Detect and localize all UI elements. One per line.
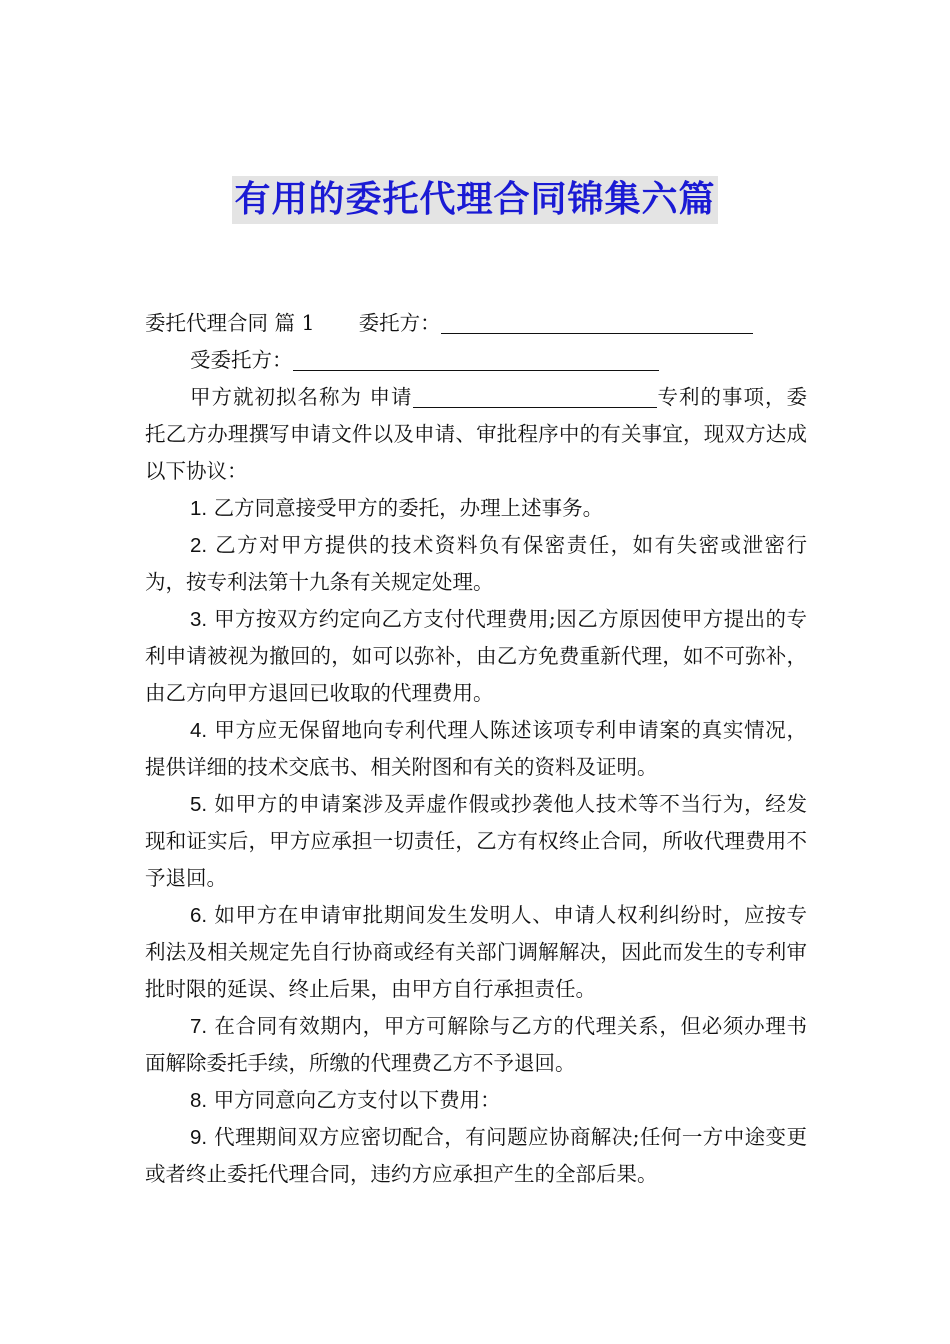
contract-heading-line <box>145 305 807 342</box>
clause-6 <box>145 897 807 1008</box>
patent-name-blank <box>413 383 657 408</box>
agent-line <box>145 342 807 379</box>
clause-number: 3. <box>190 608 208 631</box>
document-title: 有用的委托代理合同锦集六篇 <box>232 176 717 224</box>
clause-number: 8. <box>190 1089 208 1112</box>
clause-text: 甲方按双方约定向乙方支付代理费用;因乙方原因使甲方提出的专利申请被视为撤回的，如可以弥补，由乙方免费重新代理，如不可弥补，由乙方向甲方退回已收取的代理费用。 <box>145 607 807 705</box>
clause-text: 甲方同意向乙方支付以下费用： <box>213 1088 501 1112</box>
clause-8 <box>145 1082 807 1119</box>
clause-text: 如甲方在申请审批期间发生发明人、申请人权利纠纷时，应按专利法及相关规定先自行协商或经有关部门调解解决，因此而发生的专利审批时限的延误、终止后果，由甲方自行承担责任。 <box>145 903 807 1001</box>
intro-paragraph <box>145 379 807 490</box>
clause-text: 代理期间双方应密切配合，有问题应协商解决;任何一方中途变更或者终止委托代理合同，违约方应承担产生的全部后果。 <box>145 1125 807 1186</box>
clause-number: 7. <box>190 1015 208 1038</box>
clause-5 <box>145 786 807 897</box>
clause-7 <box>145 1008 807 1082</box>
intro-prefix: 甲方就初拟名称为 申请 <box>190 385 413 409</box>
clause-number: 5. <box>190 793 208 816</box>
clause-4 <box>145 712 807 786</box>
clause-3 <box>145 601 807 712</box>
clause-text: 乙方同意接受甲方的委托，办理上述事务。 <box>213 496 604 520</box>
clause-2 <box>145 527 807 601</box>
principal-blank <box>441 309 753 334</box>
clause-text: 如甲方的申请案涉及弄虚作假或抄袭他人技术等不当行为，经发现和证实后，甲方应承担一切责任，乙方有权终止合同，所收代理费用不予退回。 <box>145 792 807 890</box>
agent-blank <box>293 346 659 371</box>
clause-text: 乙方对甲方提供的技术资料负有保密责任，如有失密或泄密行为，按专利法第十九条有关规定处理。 <box>145 533 807 594</box>
clause-number: 2. <box>190 534 208 557</box>
clause-9 <box>145 1119 807 1193</box>
document-body <box>145 305 807 1193</box>
intro-suffix: 专利的事项，委托乙方办理撰写申请文件以及申请、审批程序中的有关事宜，现双方达成以下协议： <box>145 385 807 483</box>
clause-number: 6. <box>190 904 208 927</box>
clause-text: 甲方应无保留地向专利代理人陈述该项专利申请案的真实情况，提供详细的技术交底书、相关附图和有关的资料及证明。 <box>145 718 807 779</box>
clause-number: 1. <box>190 497 208 520</box>
contract-heading: 委托代理合同 篇 1 <box>145 311 315 335</box>
principal-label: 委托方： <box>358 311 441 335</box>
clause-number: 4. <box>190 719 208 742</box>
clause-text: 在合同有效期内，甲方可解除与乙方的代理关系，但必须办理书面解除委托手续，所缴的代理费乙方不予退回。 <box>145 1014 807 1075</box>
agent-label: 受委托方： <box>190 348 293 372</box>
title-container <box>0 176 950 224</box>
clause-number: 9. <box>190 1126 208 1149</box>
clause-1 <box>145 490 807 527</box>
